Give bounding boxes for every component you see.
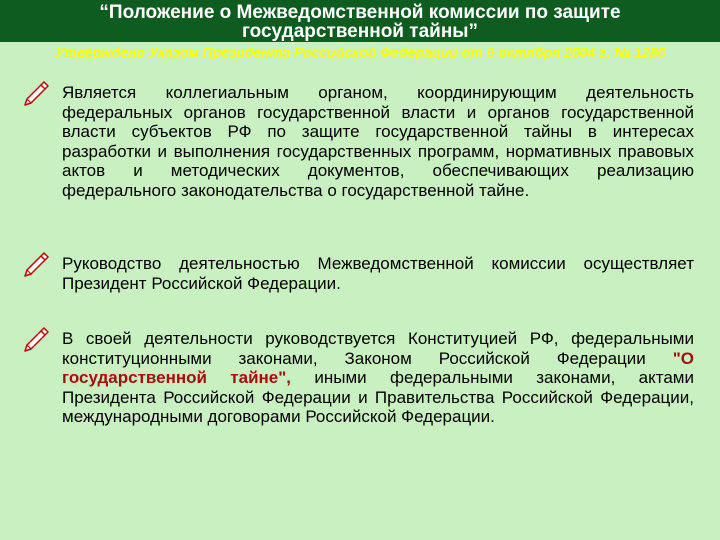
bullet-item-2: Руководство деятельностью Межведомственной комиссии осуществляет Президент Российской Федерации.: [62, 254, 694, 293]
law-title-highlight: "О государственной тайне",: [62, 348, 694, 387]
page-title: [0, 0, 720, 42]
bullet-3-text-after: иными федеральными законами, актами Президента Российской Федерации и Правительства Российской Федерации, международными договорами Российской Федерации.: [62, 368, 694, 426]
bullet-3-text-before: В своей деятельности руководствуется Конституцией РФ, федеральными конституционными законами, Законом Российской Федерации: [62, 329, 694, 368]
pencil-icon: [22, 251, 50, 279]
bullet-item-3: [62, 329, 694, 427]
title-line-2: государственной тайны”: [241, 21, 479, 42]
page-subtitle: Утверждено Указом Президента Российской Федерации от 6 октября 2004 г. № 1286: [54, 44, 666, 60]
title-line-1: “Положение о Межведомственной комиссии по защите: [99, 2, 621, 23]
pencil-icon: [22, 326, 50, 354]
pencil-icon: [22, 80, 50, 108]
bullet-item-1: Является коллегиальным органом, координирующим деятельность федеральных органов государственной власти и органов государственной власти субъектов РФ по защите государственной тайны в интересах разработки и выполнения государственных программ, нормативных правовых актов и методических документов, обеспечивающих реализацию федерального законодательства о государственной тайне.: [62, 83, 694, 200]
